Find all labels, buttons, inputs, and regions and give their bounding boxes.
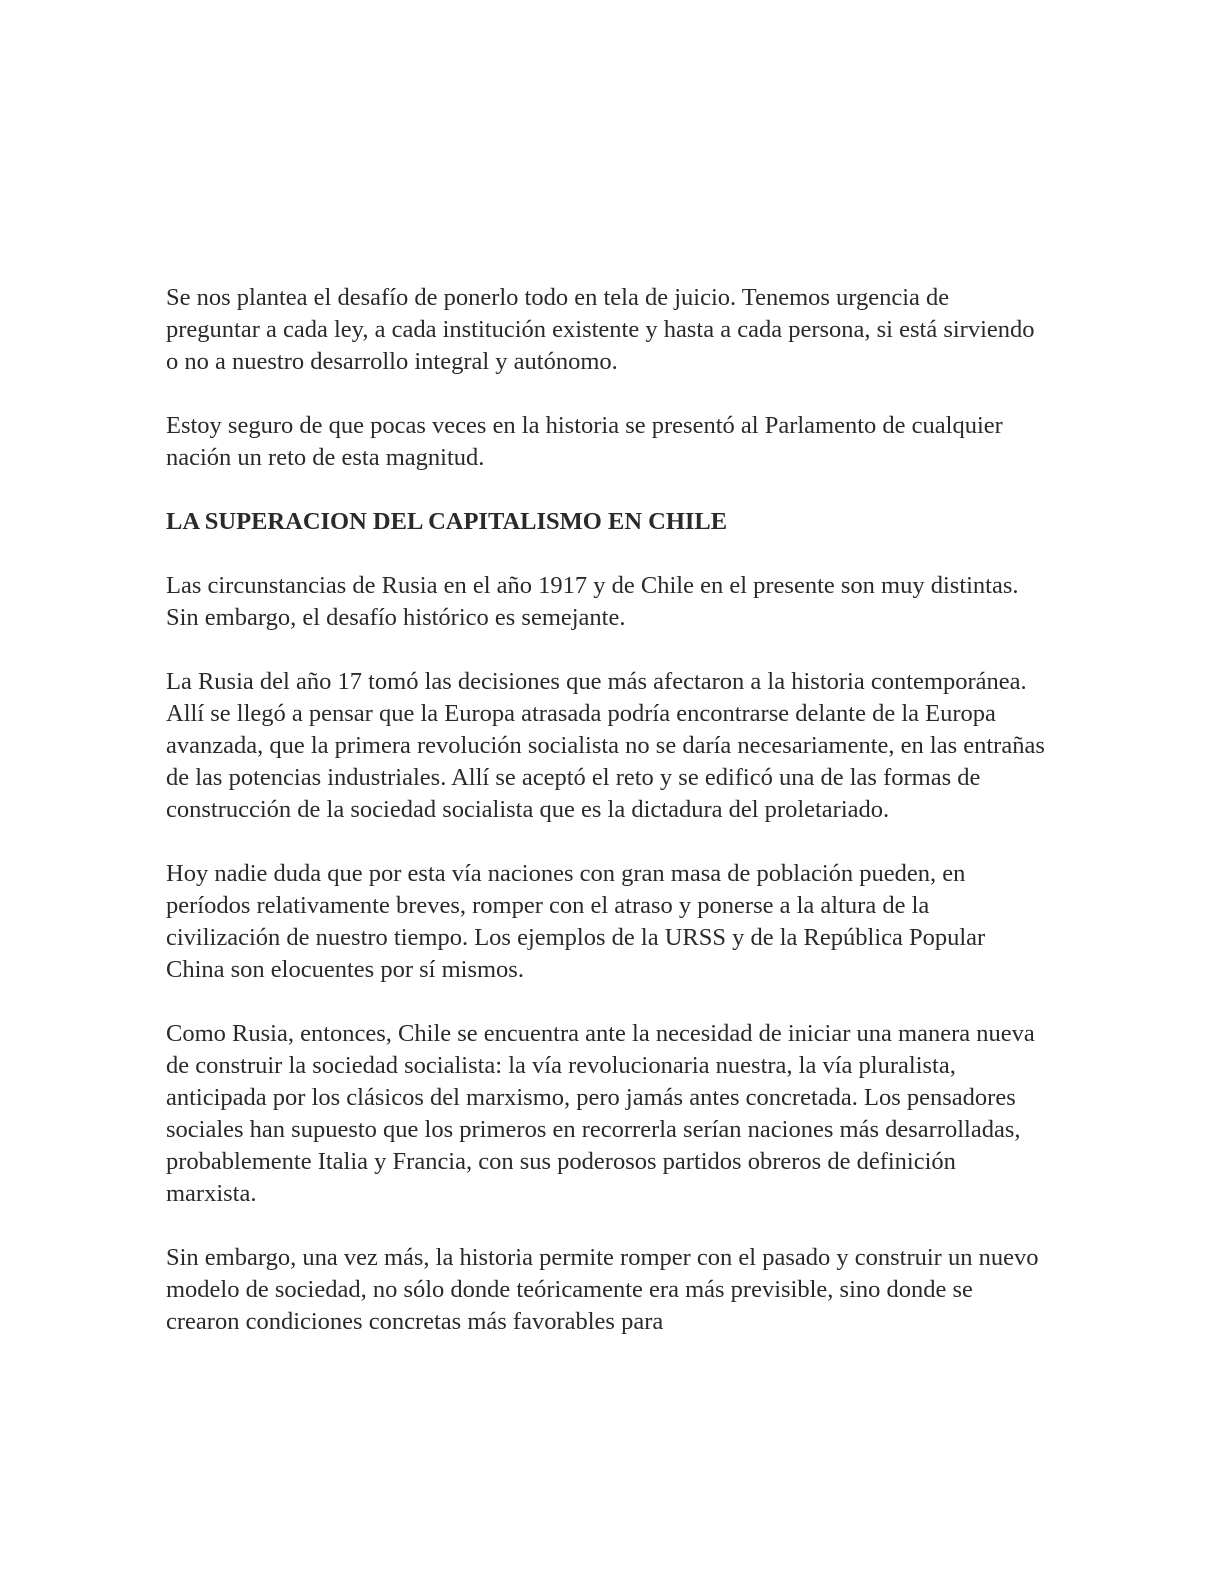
paragraph: Hoy nadie duda que por esta vía naciones con gran masa de población pueden, en períodos relativamente breves, romper con el atraso y ponerse a la altura de la civilización de nuestro tiempo. Los ejemplos de la URSS y de la República Popular China son elocuentes por sí mismos. bbox=[166, 860, 986, 983]
paragraph: Como Rusia, entonces, Chile se encuentra ante la necesidad de iniciar una manera nueva de construir la sociedad socialista: la vía revolucionaria nuestra, la vía pluralista, anticipada por los clásicos del marxismo, pero jamás antes concretada. Los pensadores sociales han supuesto que los primeros en recorrerla serían naciones más desarrolladas, probablemente Italia y Francia, con sus poderosos partidos obreros de definición marxista. bbox=[166, 1020, 1035, 1207]
section-heading: LA SUPERACION DEL CAPITALISMO EN CHILE bbox=[166, 508, 728, 535]
paragraph: Se nos plantea el desafío de ponerlo todo en tela de juicio. Tenemos urgencia de preguntar a cada ley, a cada institución existente y hasta a cada persona, si está sirviendo o no a nuestro desarrollo integral y autónomo. bbox=[166, 284, 1035, 375]
document-body bbox=[166, 282, 1046, 1370]
paragraph: Sin embargo, una vez más, la historia permite romper con el pasado y construir un nuevo modelo de sociedad, no sólo donde teóricamente era más previsible, sino donde se crearon condiciones concretas más favorables para bbox=[166, 1244, 1039, 1335]
paragraph: La Rusia del año 17 tomó las decisiones que más afectaron a la historia contemporánea. Allí se llegó a pensar que la Europa atrasada podría encontrarse delante de la Europa avanzada, que la primera revolución socialista no se daría necesariamente, en las entrañas de las potencias industriales. Allí se aceptó el reto y se edificó una de las formas de construcción de la sociedad socialista que es la dictadura del proletariado. bbox=[166, 668, 1045, 823]
paragraph: Las circunstancias de Rusia en el año 1917 y de Chile en el presente son muy distintas. Sin embargo, el desafío histórico es semejante. bbox=[166, 572, 1019, 631]
paragraph: Estoy seguro de que pocas veces en la historia se presentó al Parlamento de cualquier nación un reto de esta magnitud. bbox=[166, 412, 1003, 471]
